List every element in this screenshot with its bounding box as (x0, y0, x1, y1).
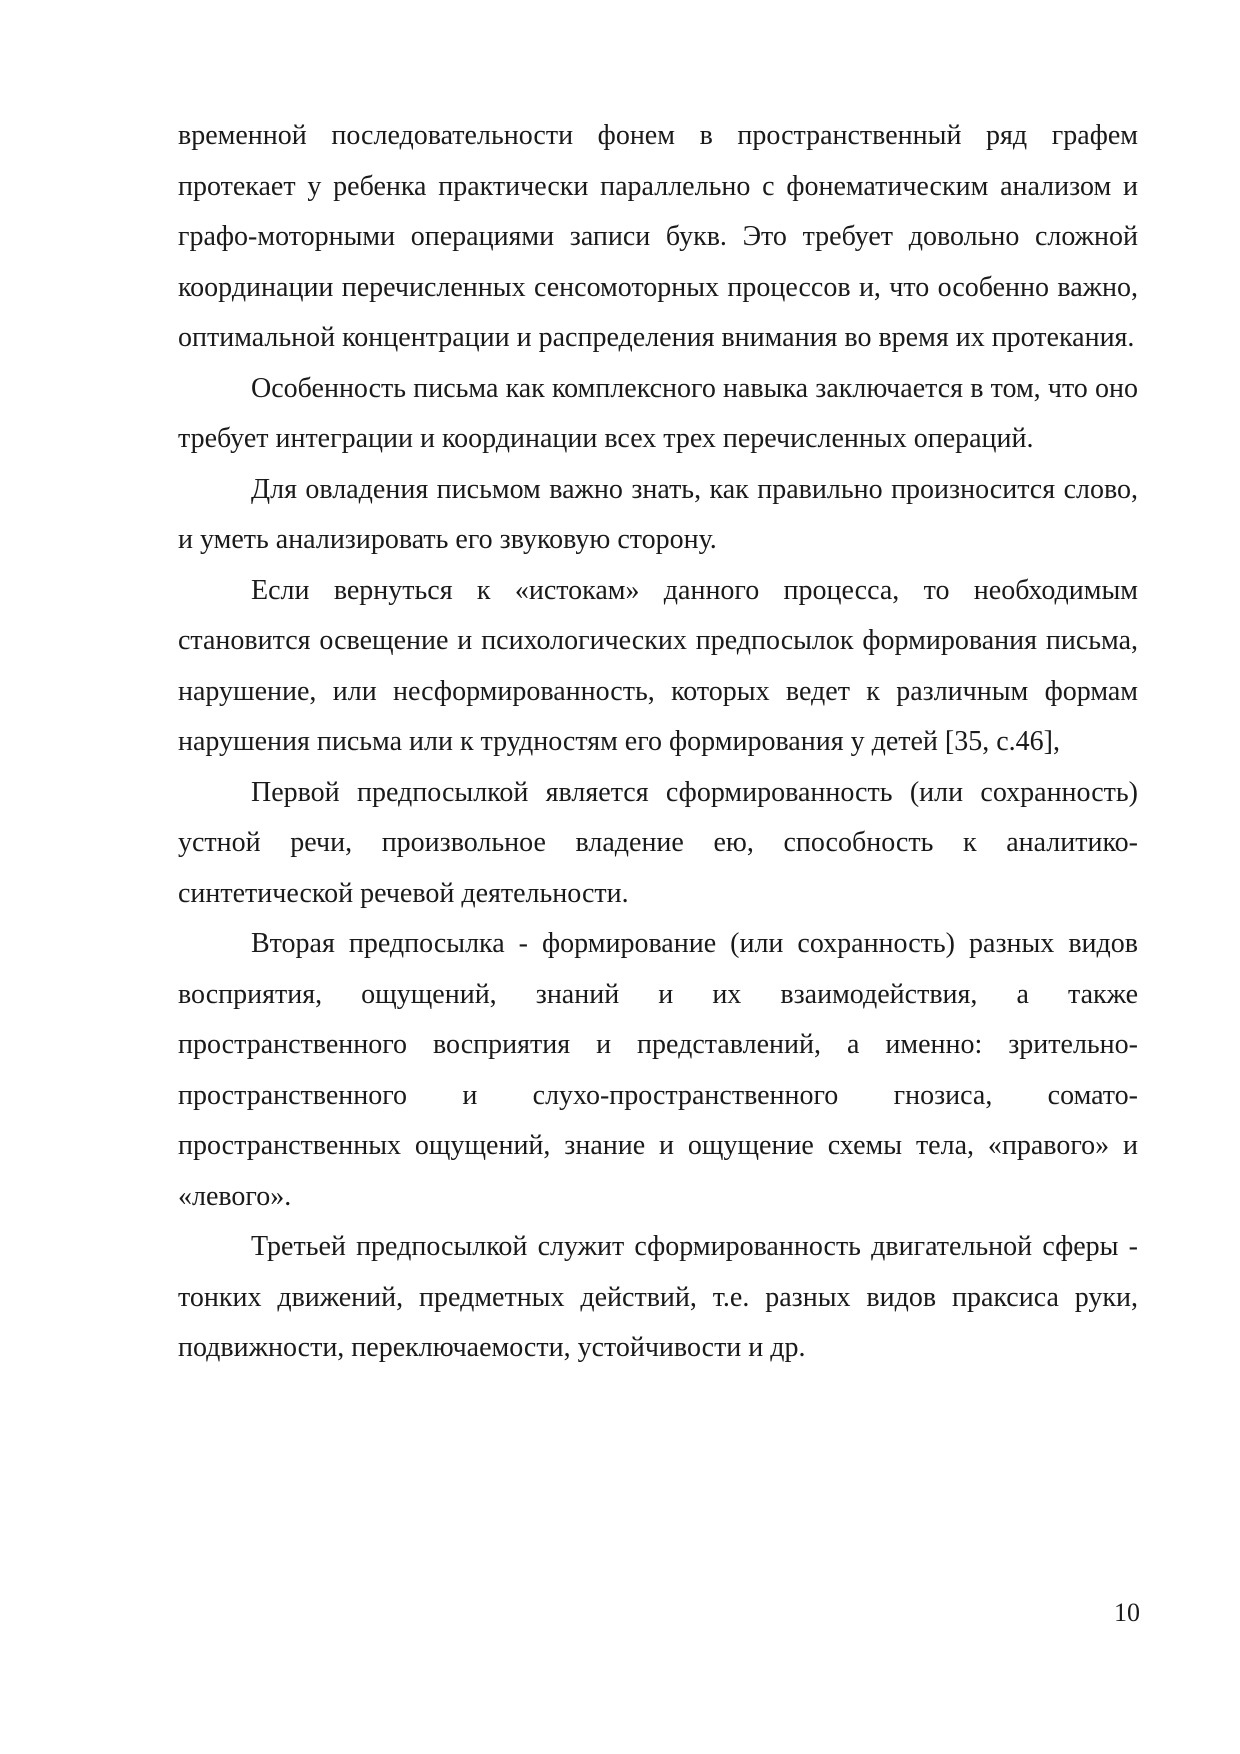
paragraph-writing-skill: Особенность письма как комплексного навыка заключается в том, что оно требует интеграции и координации всех трех перечисленных операций. (178, 372, 1138, 454)
paragraph-prerequisites: Если вернуться к «истокам» данного процесса, то необходимым становится освещение и психологических предпосылок формирования письма, нарушение, или несформированность, которых ведет к различным формам нарушения письма или к трудностям его формирования у детей [35, с.46], (178, 574, 1138, 757)
body-text (178, 111, 1138, 1374)
paragraph-third-prerequisite: Третьей предпосылкой служит сформированность двигательной сферы - тонких движений, предметных действий, т.е. разных видов праксиса руки, подвижности, переключаемости, устойчивости и др. (178, 1231, 1138, 1363)
paragraph-first-prerequisite: Первой предпосылкой является сформированность (или сохранность) устной речи, произвольное владение ею, способность к аналитико-синтетической речевой деятельности. (178, 776, 1138, 909)
paragraph-pronunciation: Для овладения письмом важно знать, как правильно произносится слово, и уметь анализировать его звуковую сторону. (178, 473, 1138, 555)
paragraph-continuation: временной последовательности фонем в пространственный ряд графем протекает у ребенка практически параллельно с фонематическим анализом и графо-моторными операциями записи букв. Это требует довольно сложной координации перечисленных сенсомоторных процессов и, что особенно важно, оптимальной концентрации и распределения внимания во время их протекания. (178, 120, 1138, 353)
page-number: 10 (1114, 1598, 1140, 1627)
paragraph-second-prerequisite: Вторая предпосылка - формирование (или сохранность) разных видов восприятия, ощущений, знаний и их взаимодействия, а также пространственного восприятия и представлений, а именно: зрительно-пространственного и слухо-пространственного гнозиса, сомато-пространственных ощущений, знание и ощущение схемы тела, «правого» и «левого». (178, 928, 1138, 1212)
